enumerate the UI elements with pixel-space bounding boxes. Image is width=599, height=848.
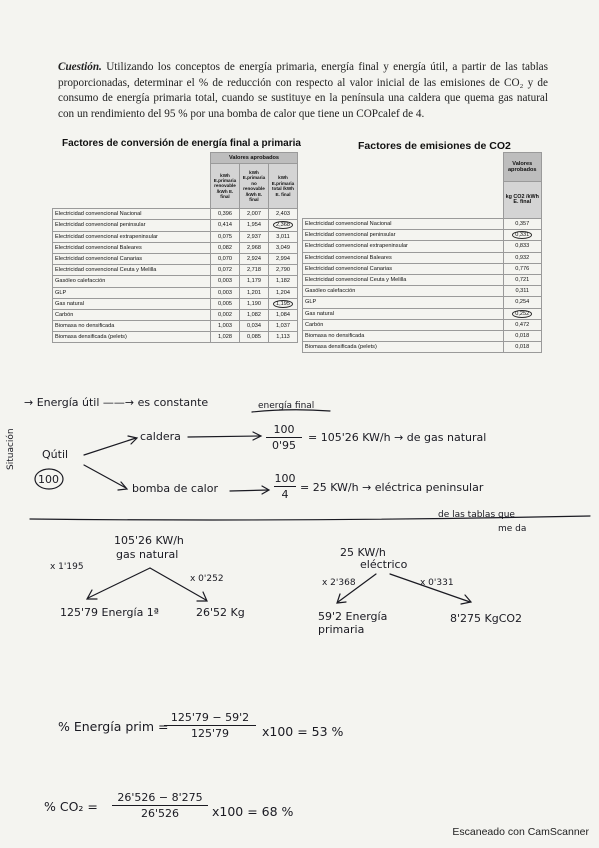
emissions-table-row <box>303 241 542 252</box>
row-label: Electricidad convencional extrapeninsular <box>53 231 211 242</box>
hw-gas-res-right: 26'52 Kg <box>196 606 245 619</box>
hw-pct-co2-lhs: % CO₂ = <box>44 799 98 814</box>
cell-c: 3,049 <box>269 242 298 253</box>
cell-emission: 0,833 <box>503 241 542 252</box>
row-label: Electricidad convencional Nacional <box>303 219 504 230</box>
row-label: Electricidad convencional Ceuta y Melilla <box>53 265 211 276</box>
emissions-table-row <box>303 230 542 241</box>
cell-c: 1,084 <box>269 309 298 320</box>
cell-emission <box>503 230 542 241</box>
row-label: Biomasa no densificada <box>303 330 504 341</box>
primary-table-row <box>53 253 298 264</box>
hw-pct-energy-den: 125'79 <box>190 727 230 740</box>
circled-value: 0,331 <box>512 231 532 239</box>
hw-f2-result: = 25 KW/h → eléctrica peninsular <box>300 481 484 494</box>
hw-pct-co2-fraction <box>112 791 208 820</box>
primary-conversion-table <box>52 152 298 343</box>
emissions-col: kg CO2 /kWh E. final <box>503 182 542 219</box>
primary-table-row <box>53 220 298 231</box>
cell-c: 2,790 <box>269 265 298 276</box>
emissions-table-title: Factores de emisiones de CO2 <box>358 140 511 152</box>
hw-gas-mult-left: x 1'195 <box>50 562 84 572</box>
row-label: GLP <box>53 287 211 298</box>
row-label: Gasóleo calefacción <box>303 286 504 297</box>
emissions-table-row <box>303 330 542 341</box>
emissions-table-row <box>303 219 542 230</box>
cell-c <box>269 298 298 309</box>
cell-a: 0,414 <box>211 220 240 231</box>
hw-pct-co2-den: 26'526 <box>140 807 180 820</box>
question-label: Cuestión. <box>58 61 102 73</box>
primary-table-row <box>53 332 298 343</box>
row-label: Biomasa densificada (pelets) <box>53 332 211 343</box>
hw-situacion-label: Situación <box>6 428 16 470</box>
hw-useful-energy-constant: → Energía útil ——→ es constante <box>24 396 209 409</box>
primary-table-title: Factores de conversión de energía final a primaria <box>62 138 301 149</box>
row-label: Biomasa no densificada <box>53 321 211 332</box>
cell-a: 1,003 <box>211 321 240 332</box>
primary-table-row <box>53 298 298 309</box>
emissions-group-header: Valores aprobados <box>503 153 542 182</box>
primary-col-no-renovable: kWh E.primaria no renovable /kWh E. final <box>240 164 269 209</box>
hw-f2-den: 4 <box>281 488 289 501</box>
row-label: Electricidad convencional Nacional <box>53 209 211 220</box>
cell-b: 2,924 <box>240 253 269 264</box>
hw-q-util: Qútil <box>42 448 69 461</box>
primary-table-row <box>53 309 298 320</box>
cell-b: 1,954 <box>240 220 269 231</box>
row-label: Carbón <box>303 319 504 330</box>
emissions-table-row <box>303 319 542 330</box>
row-label: Electricidad convencional Baleares <box>303 252 504 263</box>
row-label: GLP <box>303 297 504 308</box>
row-label: Gas natural <box>53 298 211 309</box>
emissions-table-row <box>303 263 542 274</box>
cell-b: 2,718 <box>240 265 269 276</box>
question-body: Utilizando los conceptos de energía primaria, energía final y energía útil, a partir de las tablas proporcionadas, determinar el % de reducción con respecto al valor inicial de las emisiones de CO₂ y de consumo de energía primaria total, cuando se sustituye en la península una caldera que quema gas natural con un rendimiento del 95 % por una bomba de calor que tiene un COPcalef de 4. <box>58 61 549 120</box>
cell-a: 0,003 <box>211 276 240 287</box>
cell-emission: 0,254 <box>503 297 542 308</box>
row-label: Biomasa densificada (pelets) <box>303 342 504 353</box>
hw-pct-co2-rhs: x100 = 68 % <box>212 804 294 819</box>
primary-table-row <box>53 265 298 276</box>
cell-c: 1,037 <box>269 321 298 332</box>
row-label: Electricidad convencional peninsular <box>53 220 211 231</box>
hw-f1-den: 0'95 <box>271 439 297 452</box>
emissions-table-row <box>303 274 542 285</box>
hw-gas-res-left: 125'79 Energía 1ª <box>60 606 159 619</box>
primary-table-row <box>53 321 298 332</box>
hw-pct-energy-fraction <box>164 711 256 740</box>
cell-emission: 0,721 <box>503 274 542 285</box>
hw-bomba-de-calor: bomba de calor <box>132 482 218 495</box>
primary-table-row <box>53 209 298 220</box>
cell-b: 1,201 <box>240 287 269 298</box>
cell-c: 1,204 <box>269 287 298 298</box>
hw-fraction-caldera <box>266 423 302 452</box>
row-label: Electricidad convencional extrapeninsular <box>303 241 504 252</box>
circled-value: 2,368 <box>273 221 293 229</box>
circled-value: 1,195 <box>273 300 293 308</box>
cell-emission <box>503 308 542 319</box>
row-label: Electricidad convencional Ceuta y Melilla <box>303 274 504 285</box>
hw-energia-final-label: energía final <box>258 401 315 411</box>
hw-circled-100: 100 <box>38 473 59 486</box>
row-label: Electricidad convencional Baleares <box>53 242 211 253</box>
emissions-table-row <box>303 308 542 319</box>
circled-value: 0,252 <box>512 310 532 318</box>
cell-a: 0,003 <box>211 287 240 298</box>
cell-b: 0,085 <box>240 332 269 343</box>
cell-b: 1,179 <box>240 276 269 287</box>
cell-emission: 0,018 <box>503 330 542 341</box>
cell-c: 3,011 <box>269 231 298 242</box>
cell-c: 1,182 <box>269 276 298 287</box>
hw-caldera: caldera <box>140 430 181 443</box>
cell-emission: 0,776 <box>503 263 542 274</box>
cell-c: 1,113 <box>269 332 298 343</box>
hw-pct-energy-lhs: % Energía prim = <box>58 719 169 734</box>
emissions-table-row <box>303 286 542 297</box>
cell-b: 2,968 <box>240 242 269 253</box>
cell-b: 0,034 <box>240 321 269 332</box>
hw-gas-label: gas natural <box>116 548 179 561</box>
primary-group-header: Valores aprobados <box>211 153 298 164</box>
cell-emission: 0,932 <box>503 252 542 263</box>
hw-f1-result: = 105'26 KW/h → de gas natural <box>308 431 487 444</box>
primary-col-total: kWh E.primaria total /kWh E. final <box>269 164 298 209</box>
emissions-table-row <box>303 342 542 353</box>
hw-elec-label: eléctrico <box>360 558 408 571</box>
row-label: Carbón <box>53 309 211 320</box>
cell-emission: 0,472 <box>503 319 542 330</box>
hw-elec-mult-left: x 2'368 <box>322 578 356 588</box>
cell-c <box>269 220 298 231</box>
cell-emission: 0,357 <box>503 219 542 230</box>
cell-b: 1,082 <box>240 309 269 320</box>
hw-pct-energy-num: 125'79 − 59'2 <box>170 711 250 724</box>
hw-elec-mult-right: x 0'331 <box>420 578 454 588</box>
hw-pct-energy-rhs: x100 = 53 % <box>262 724 344 739</box>
hw-pct-co2-num: 26'526 − 8'275 <box>117 791 203 804</box>
hw-gas-mult-right: x 0'252 <box>190 574 224 584</box>
row-label: Electricidad convencional Canarias <box>53 253 211 264</box>
hw-elec-top: 25 KW/h <box>340 546 386 559</box>
cell-b: 2,937 <box>240 231 269 242</box>
hw-f1-num: 100 <box>273 423 295 436</box>
row-label: Electricidad convencional peninsular <box>303 230 504 241</box>
hw-f2-num: 100 <box>274 472 296 485</box>
hw-gas-top: 105'26 KW/h <box>114 534 184 547</box>
hw-nos-da: me da <box>498 524 527 534</box>
cell-a: 0,002 <box>211 309 240 320</box>
row-label: Gasóleo calefacción <box>53 276 211 287</box>
primary-table-row <box>53 231 298 242</box>
row-label: Gas natural <box>303 308 504 319</box>
question-text <box>58 60 548 122</box>
cell-a: 1,028 <box>211 332 240 343</box>
primary-table-row <box>53 287 298 298</box>
primary-table-row <box>53 276 298 287</box>
cell-a: 0,082 <box>211 242 240 253</box>
hw-de-las-tablas: de las tablas que <box>438 510 515 520</box>
primary-col-renovable: kWh E.primaria renovable /kWh E. final <box>211 164 240 209</box>
hw-fraction-bomba <box>274 472 296 501</box>
hw-elec-res-right: 8'275 KgCO2 <box>450 612 523 625</box>
cell-a: 0,070 <box>211 253 240 264</box>
cell-b: 2,007 <box>240 209 269 220</box>
cell-c: 2,403 <box>269 209 298 220</box>
emissions-table-row <box>303 252 542 263</box>
cell-b: 1,190 <box>240 298 269 309</box>
cell-c: 2,994 <box>269 253 298 264</box>
scanner-footer: Escaneado con CamScanner <box>452 826 589 838</box>
cell-a: 0,072 <box>211 265 240 276</box>
cell-a: 0,075 <box>211 231 240 242</box>
row-label: Electricidad convencional Canarias <box>303 263 504 274</box>
hw-elec-res-left: 59'2 Energía primaria <box>318 610 388 636</box>
emissions-table <box>302 152 542 353</box>
primary-table-row <box>53 242 298 253</box>
cell-a: 0,396 <box>211 209 240 220</box>
cell-emission: 0,311 <box>503 286 542 297</box>
cell-emission: 0,018 <box>503 342 542 353</box>
emissions-table-row <box>303 297 542 308</box>
cell-a: 0,005 <box>211 298 240 309</box>
